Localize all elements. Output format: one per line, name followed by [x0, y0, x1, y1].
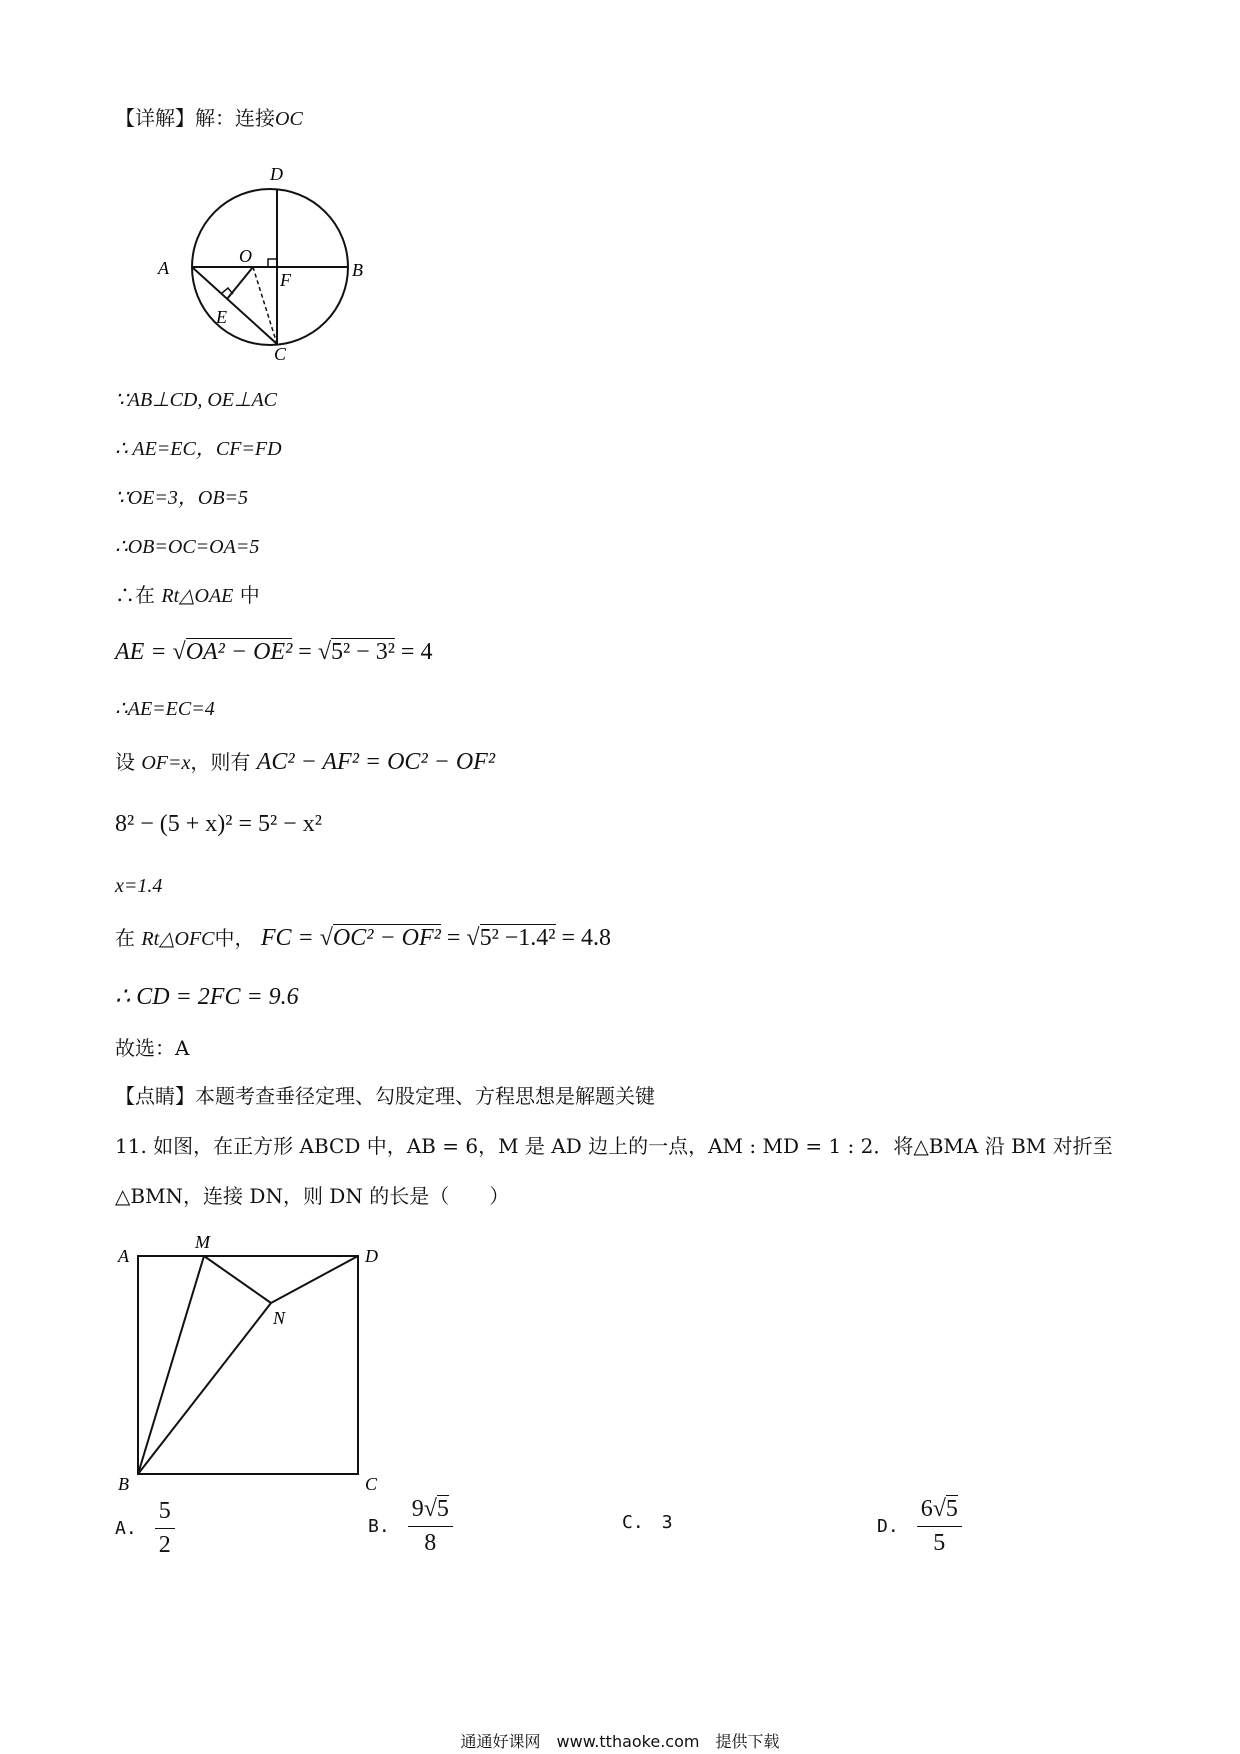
- radicand: 5: [436, 1496, 449, 1522]
- equation-substituted: 8² − (5 + x)² = 5² − x²: [115, 811, 322, 837]
- question-line-1: 11. 如图，在正方形 ABCD 中，AB = 6，M 是 AD 边上的一点，AM : MD = 1 : 2．将△BMA 沿 BM 对折至: [115, 1134, 1113, 1158]
- text: ∴在: [115, 583, 155, 607]
- fraction: [917, 1496, 962, 1557]
- text: 中: [239, 583, 260, 607]
- radicand: 5² −1.4²: [479, 925, 556, 951]
- option-letter: B.: [368, 1516, 390, 1537]
- label-b: B: [352, 260, 363, 280]
- line-equal-halves: ∴ AE=EC，CF=FD: [115, 438, 282, 460]
- sqrt-symbol: √: [466, 925, 480, 951]
- coef: 6: [920, 1496, 933, 1522]
- square-figure: [115, 1228, 395, 1498]
- sqrt-symbol: √: [172, 639, 186, 665]
- option-b[interactable]: [368, 1496, 453, 1557]
- lhs: FC =: [260, 925, 320, 951]
- option-d[interactable]: [877, 1496, 962, 1557]
- segment-oe: [227, 267, 253, 299]
- label-o: O: [239, 246, 252, 266]
- label-c: C: [365, 1474, 378, 1494]
- label-a: A: [118, 1246, 129, 1266]
- sqrt-symbol: √: [319, 925, 333, 951]
- rhs: = 4: [394, 639, 433, 665]
- segment-mn: [204, 1256, 271, 1303]
- heading-math: OC: [275, 108, 303, 130]
- fraction: [155, 1498, 175, 1559]
- circle-figure: [150, 160, 370, 360]
- label-m: M: [195, 1232, 210, 1252]
- text: 设: [115, 750, 135, 774]
- option-letter: A.: [115, 1518, 137, 1539]
- radicand: 5² − 3²: [330, 639, 395, 665]
- question-line-2: △BMN，连接 DN，则 DN 的长是（ ）: [115, 1184, 510, 1208]
- line-values: ∵OE=3，OB=5: [115, 487, 249, 509]
- line-answer: 故选：A: [115, 1036, 190, 1060]
- math: OF=x: [141, 752, 191, 774]
- right-angle-f: [268, 259, 277, 267]
- text: 中，: [214, 926, 255, 950]
- coef: 9: [411, 1496, 424, 1522]
- option-letter: D.: [877, 1516, 899, 1537]
- label-b: B: [118, 1474, 129, 1494]
- numerator: 5: [155, 1498, 175, 1529]
- numerator: 6√5: [917, 1496, 962, 1527]
- option-c[interactable]: [622, 1512, 673, 1533]
- line-x-value: x=1.4: [115, 875, 163, 897]
- line-cd-result: ∴ CD = 2FC = 9.6: [115, 984, 299, 1010]
- segment-nd: [271, 1256, 358, 1303]
- equation-ae: [115, 640, 432, 664]
- lhs: AE =: [115, 639, 173, 665]
- eq: =: [292, 639, 318, 665]
- label-d: D: [270, 164, 283, 184]
- radicand: 5: [945, 1496, 958, 1522]
- label-e: E: [216, 307, 227, 327]
- segment-bm: [138, 1256, 204, 1474]
- denominator: 8: [424, 1530, 437, 1556]
- option-a[interactable]: [115, 1498, 175, 1559]
- solution-heading: [115, 108, 303, 129]
- denominator: 2: [158, 1532, 171, 1558]
- line-given: ∵AB⊥CD, OE⊥AC: [115, 389, 278, 411]
- eq: =: [440, 925, 467, 951]
- line-set-of: [115, 750, 495, 774]
- line-ae-ec: ∴AE=EC=4: [115, 698, 215, 720]
- radicand: OC² − OF²: [332, 925, 441, 951]
- label-f: F: [280, 270, 291, 290]
- line-radius: ∴OB=OC=OA=5: [115, 536, 260, 558]
- segment-bn: [138, 1303, 271, 1474]
- label-c: C: [274, 344, 287, 360]
- fraction: [408, 1496, 453, 1557]
- rhs: = 4.8: [555, 925, 612, 951]
- line-triangle-ofc: [115, 926, 611, 950]
- text: ，则有: [190, 750, 251, 774]
- heading-text: 【详解】解：连接: [115, 106, 275, 130]
- numerator: 9√5: [408, 1496, 453, 1527]
- label-d: D: [365, 1246, 378, 1266]
- page-footer: 通通好课网 www.tthaoke.com 提供下载: [460, 1732, 780, 1751]
- denominator: 5: [933, 1530, 946, 1556]
- math: Rt△OAE: [161, 585, 234, 607]
- option-letter: C.: [622, 1512, 644, 1533]
- line-triangle-oae: [115, 585, 260, 606]
- label-a: A: [158, 258, 169, 278]
- sqrt-symbol: √: [317, 639, 331, 665]
- right-angle-e: [222, 288, 233, 294]
- radicand: OA² − OE²: [185, 639, 293, 665]
- label-n: N: [273, 1308, 286, 1328]
- text: 在: [115, 926, 135, 950]
- equation: AC² − AF² = OC² − OF²: [256, 749, 496, 775]
- segment-ac: [192, 267, 277, 344]
- option-value: 3: [661, 1512, 673, 1533]
- note-line: 【点睛】本题考查垂径定理、勾股定理、方程思想是解题关键: [115, 1084, 655, 1108]
- math: Rt△OFC: [141, 928, 215, 950]
